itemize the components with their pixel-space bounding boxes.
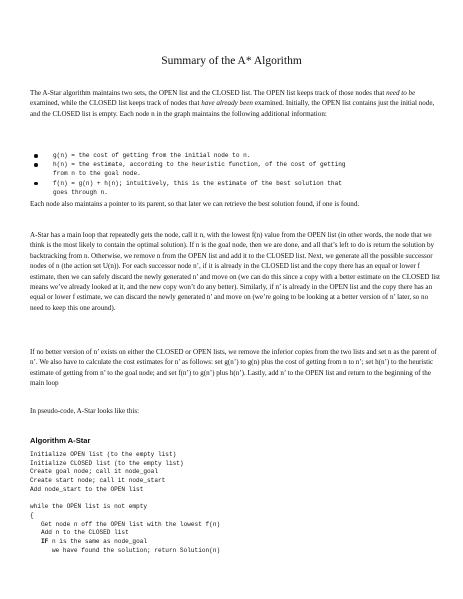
pointer-paragraph: Each node also maintains a pointer to its parent, so that later we can retrieve the best solution found, if one is found.: [30, 200, 360, 208]
list-item-g: [30, 151, 442, 160]
pseudo-code-block: [30, 451, 220, 555]
code-line: we have found the solution; return Solution(n): [30, 546, 221, 554]
list-item-f: [30, 179, 442, 197]
pseudo-code-intro: In pseudo-code, A-Star looks like this:: [30, 407, 140, 415]
no-better-paragraph: If no better version of n’ exists on either the CLOSED or OPEN lists, we remove the inferior copies from the two lists and set n as the parent of n’. We also have to calculate the cost estimates for n’ as follows: set g(n’) to g(n) plus the cost of getting from n to n’; set h(n’) to the heuristic estimate of getting from n’ to the goal node; and set f(n’) to g(n’) plus h(n’). Lastly, add n’ to the OPEN list and return to the beginning of the main loop: [30, 348, 437, 388]
list-item-line: goes through n.: [53, 188, 108, 196]
list-item-line: from n to the goal node.: [53, 170, 141, 178]
code-line: Initialize OPEN list (to the empty list): [30, 451, 177, 458]
intro-emphasis-need-to-be: need to be: [386, 89, 416, 97]
code-line: Create goal node; call it node_goal: [30, 468, 158, 476]
code-line: Create start node; call it node_start: [30, 477, 166, 485]
list-item-line: g(n) = the cost of getting from the initial node to n.: [53, 152, 251, 159]
intro-text-a: The A-Star algorithm maintains two sets, the OPEN list and the CLOSED list. The OPEN list keeps track of those nodes that: [30, 89, 387, 97]
page-title: Summary of the A* Algorithm: [161, 55, 302, 67]
bullet-icon: [34, 154, 38, 158]
code-line-rest: n is the same as node_goal: [48, 537, 148, 545]
code-line: Add node_start to the OPEN list: [30, 485, 144, 493]
node-info-list: [30, 151, 442, 197]
bullet-icon: [34, 182, 38, 186]
code-blank-line: [30, 494, 220, 503]
code-line: Initialize CLOSED list (to the empty list): [30, 459, 184, 467]
code-line: while the OPEN list is not empty: [30, 503, 148, 511]
algorithm-heading: Algorithm A-Star: [30, 436, 91, 445]
list-item-h: [30, 160, 442, 178]
code-line: Get node n off the OPEN list with the lowest f(n): [30, 520, 221, 528]
bullet-icon: [34, 163, 38, 167]
intro-text-c: examined. Initially, the OPEN list contains just the initial node, and the CLOSED list is empty. Each node n in the graph maintains the following additional information:: [30, 99, 435, 118]
list-item-line: f(n) = g(n) + h(n); intuitively, this is the estimate of the best solution that: [53, 179, 342, 187]
code-line: {: [30, 511, 34, 519]
intro-text-b: examined, while the CLOSED list keeps track of nodes that: [30, 99, 202, 108]
list-item-line: h(n) = the estimate, according to the heuristic function, of the cost of getting: [53, 161, 346, 169]
code-line: Add n to the CLOSED list: [30, 529, 129, 537]
code-line: [30, 538, 220, 547]
code-keyword-if: IF: [40, 537, 49, 545]
main-loop-paragraph: A-Star has a main loop that repeatedly gets the node, call it n, with the lowest f(n) value from the OPEN list (in other words, the node that we think is the most likely to contain the optimal solution). If n is the goal node, then we are done, and all that’s left to do is return the solution by backtracking from n. Otherwise, we remove n from the OPEN list and add it to the CLOSED list. Next, we generate all the possible successor nodes of n (the action set U(n)). For each successor node n’, if it is already in the CLOSED list and the copy there has an equal or lower f estimate, then we can safely discard the newly generated n’ and move on (we can do this since a copy with a better estimate on the CLOSED list means we’ve already looked at it, and the new copy won’t do any better). Similarly, if n’ is already in the OPEN list and the copy there has an equal or lower f estimate, we can discard the newly generated n’ and move on (we’re going to be looking at a better version of n’ later, so no need to keep this one around).: [30, 231, 440, 312]
intro-emphasis-have-already-been: have already been: [201, 99, 253, 108]
intro-paragraph: [30, 88, 442, 119]
